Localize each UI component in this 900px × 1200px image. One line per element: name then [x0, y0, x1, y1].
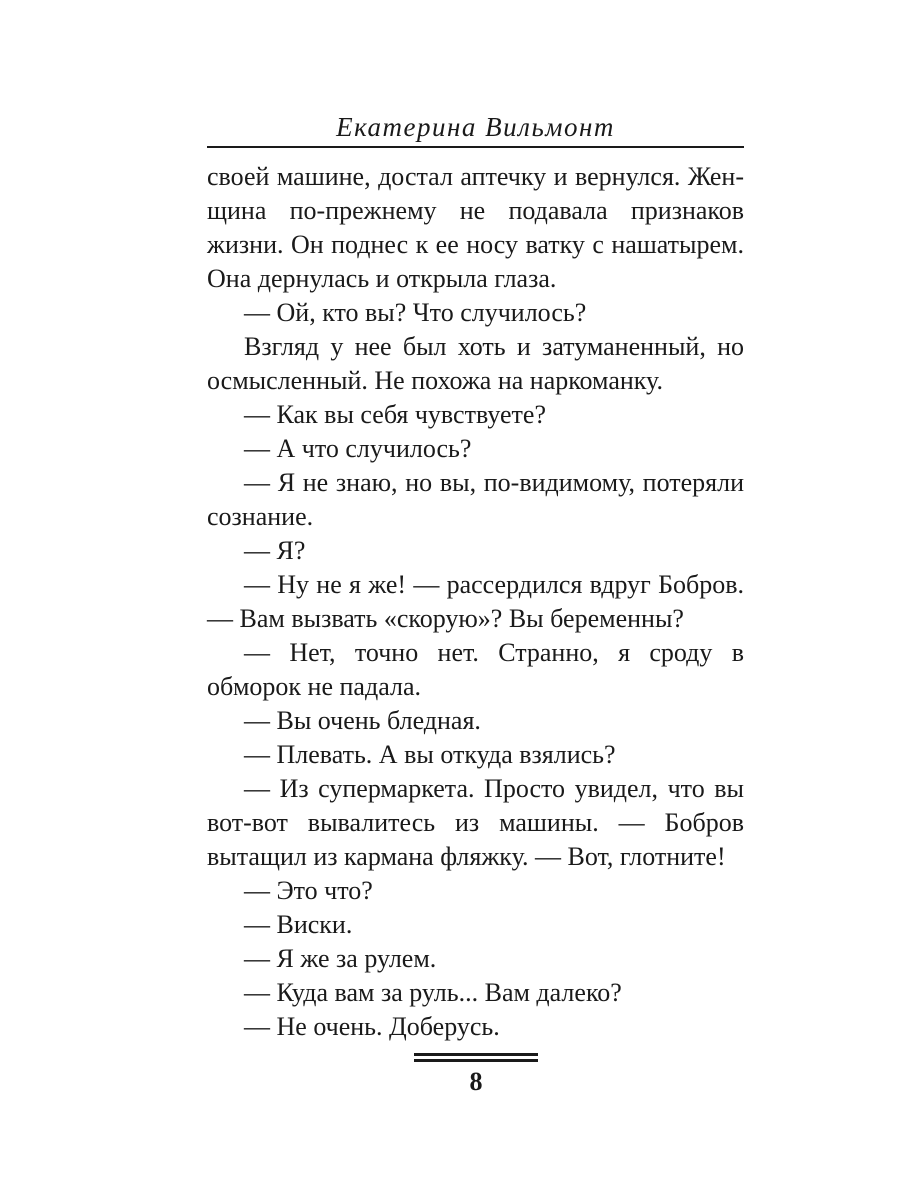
dialogue-line: — Не очень. Доберусь. — [244, 1012, 500, 1041]
folio-rule-bottom — [414, 1059, 538, 1062]
page-number: 8 — [469, 1067, 483, 1096]
dialogue-line: — Я не знаю, но вы, по-видимому, потеряли сознание. — [207, 468, 744, 531]
dialogue-line: — Я же за рулем. — [244, 944, 437, 973]
dialogue-line: — Плевать. А вы откуда взялись? — [244, 740, 616, 769]
dialogue-line: — Нет, точно нет. Странно, я сроду в обморок не падала. — [207, 638, 744, 701]
dialogue-line: — Куда вам за руль... Вам далеко? — [244, 978, 622, 1007]
dialogue-line: — Это что? — [244, 876, 373, 905]
dialogue-line: — Я? — [244, 536, 306, 565]
dialogue-line: — Вы очень бледная. — [244, 706, 481, 735]
dialogue-line: — Как вы себя чувствуете? — [244, 400, 546, 429]
folio-rule-top — [414, 1053, 538, 1056]
dialogue-line: — А что случилось? — [244, 434, 472, 463]
dialogue-line: — Ну не я же! — рассердился вдруг Бобров. — Вам вызвать «скорую»? Вы беременны? — [207, 570, 744, 633]
page-body-text — [207, 160, 744, 1044]
running-head-author: Екатерина Вильмонт — [336, 112, 615, 142]
paragraph-continuation: своей машине, достал аптечку и вернулся. Женщина по-прежнему не подавала признаков жизни. Он поднес к ее носу ватку с нашатырем. Она дернулась и открыла глаза. — [207, 162, 744, 293]
dialogue-line: — Ой, кто вы? Что случилось? — [244, 298, 587, 327]
header-rule — [207, 146, 744, 148]
narration-paragraph: Взгляд у нее был хоть и затуманенный, но осмысленный. Не похожа на наркоманку. — [207, 332, 744, 395]
dialogue-line: — Виски. — [244, 910, 353, 939]
dialogue-line: — Из супермаркета. Просто увидел, что вы вот-вот вывалитесь из машины. — Бобров вытащил из кармана фляжку. — Вот, глотните! — [207, 774, 744, 871]
